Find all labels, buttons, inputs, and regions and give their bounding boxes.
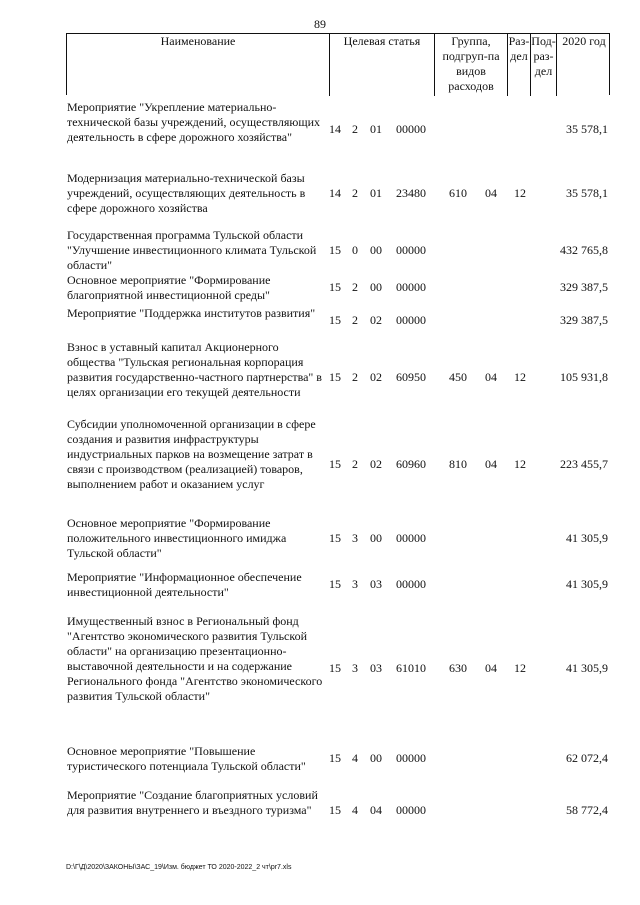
target-direction: 00000: [396, 531, 426, 545]
header-section: Раз-дел: [507, 34, 530, 96]
target-event: 00: [370, 751, 382, 765]
target-direction: 00000: [396, 313, 426, 327]
amount-2020: 58 772,4: [566, 803, 608, 817]
row-name: Мероприятие "Укрепление материально-технической базы учреждений, осуществляющих деятельность в сфере дорожного хозяйства": [67, 100, 321, 144]
target-subprogram: 2: [352, 457, 358, 471]
amount-2020: 35 578,1: [566, 122, 608, 136]
section-code: 04: [485, 186, 497, 200]
amount-2020: 41 305,9: [566, 531, 608, 545]
target-program: 15: [329, 803, 341, 817]
target-subprogram: 4: [352, 803, 358, 817]
target-subprogram: 4: [352, 751, 358, 765]
header-target-article: Целевая статья: [329, 34, 434, 96]
amount-2020: 432 765,8: [560, 243, 608, 257]
header-subsection: Под-раз-дел: [530, 34, 556, 96]
target-program: 14: [329, 186, 341, 200]
target-event: 03: [370, 577, 382, 591]
table-row: [0, 570, 640, 600]
amount-2020: 223 455,7: [560, 457, 608, 471]
header-name: Наименование: [160, 34, 236, 48]
table-row: [0, 788, 640, 833]
target-event: 02: [370, 370, 382, 384]
row-name: Субсидии уполномоченной организации в сфере создания и развития инфраструктуры индустриальных парков на возмещение затрат в связи с производством (реализацией) товаров, выполнением работ и оказанием услуг: [67, 417, 316, 491]
section-code: 04: [485, 457, 497, 471]
target-event: 00: [370, 243, 382, 257]
target-program: 15: [329, 280, 341, 294]
target-event: 01: [370, 122, 382, 136]
target-event: 02: [370, 457, 382, 471]
section-code: 04: [485, 370, 497, 384]
expense-group: 610: [449, 186, 467, 200]
target-subprogram: 3: [352, 661, 358, 675]
target-program: 14: [329, 122, 341, 136]
target-subprogram: 0: [352, 243, 358, 257]
target-event: 02: [370, 313, 382, 327]
target-subprogram: 2: [352, 370, 358, 384]
target-program: 15: [329, 577, 341, 591]
target-program: 15: [329, 751, 341, 765]
target-program: 15: [329, 531, 341, 545]
expense-group: 810: [449, 457, 467, 471]
row-name: Мероприятие "Создание благоприятных условий для развития внутреннего и въездного туризма": [67, 788, 318, 817]
target-direction: 61010: [396, 661, 426, 675]
target-event: 01: [370, 186, 382, 200]
table-header: [66, 33, 610, 95]
amount-2020: 329 387,5: [560, 313, 608, 327]
target-direction: 00000: [396, 577, 426, 591]
target-event: 00: [370, 531, 382, 545]
subsection-code: 12: [514, 186, 526, 200]
target-program: 15: [329, 661, 341, 675]
table-row: [0, 228, 640, 273]
subsection-code: 12: [514, 370, 526, 384]
row-name: Основное мероприятие "Формирование благоприятной инвестиционной среды": [67, 273, 271, 302]
row-name: Взнос в уставный капитал Акционерного общества "Тульская региональная корпорация развития государственно-частного партнерства" в целях организации его текущей деятельности: [67, 340, 322, 399]
target-subprogram: 2: [352, 122, 358, 136]
target-event: 00: [370, 280, 382, 294]
target-event: 04: [370, 803, 382, 817]
table-row: [0, 171, 640, 216]
section-code: 04: [485, 661, 497, 675]
amount-2020: 105 931,8: [560, 370, 608, 384]
subsection-code: 12: [514, 661, 526, 675]
table-row: [0, 614, 640, 724]
target-program: 15: [329, 313, 341, 327]
target-direction: 00000: [396, 751, 426, 765]
table-row: [0, 100, 640, 160]
row-name: Основное мероприятие "Формирование положительного инвестиционного имиджа Тульской области": [67, 516, 287, 560]
table-row: [0, 744, 640, 774]
amount-2020: 35 578,1: [566, 186, 608, 200]
target-direction: 00000: [396, 803, 426, 817]
amount-2020: 62 072,4: [566, 751, 608, 765]
table-row: [0, 340, 640, 415]
file-path: D:\Г\Д\2020\ЗАКОНЫ\ЗАС_19\Изм. бюджет ТО 2020-2022_2 чт\pr7.xls: [66, 864, 292, 871]
table-row: [0, 417, 640, 512]
expense-group: 450: [449, 370, 467, 384]
amount-2020: 329 387,5: [560, 280, 608, 294]
target-program: 15: [329, 457, 341, 471]
row-name: Имущественный взнос в Региональный фонд "Агентство экономического развития Тульской области" на организацию презентационно-выставочной деятельности и на содержание Регионального фонда "Агентство экономического развития Тульской области": [67, 614, 323, 703]
target-subprogram: 3: [352, 531, 358, 545]
row-name: Основное мероприятие "Повышение туристического потенциала Тульской области": [67, 744, 306, 773]
target-subprogram: 2: [352, 280, 358, 294]
target-event: 03: [370, 661, 382, 675]
expense-group: 630: [449, 661, 467, 675]
target-program: 15: [329, 243, 341, 257]
page-number: 89: [314, 17, 326, 31]
header-group: Группа, подгруп-па видов расходов: [434, 34, 507, 96]
row-name: Модернизация материально-технической базы учреждений, осуществляющих деятельность в сфере дорожного хозяйства: [67, 171, 306, 215]
row-name: Государственная программа Тульской области "Улучшение инвестиционного климата Тульской области": [67, 228, 317, 272]
target-direction: 60950: [396, 370, 426, 384]
target-direction: 00000: [396, 243, 426, 257]
target-direction: 23480: [396, 186, 426, 200]
target-subprogram: 2: [352, 186, 358, 200]
target-direction: 00000: [396, 122, 426, 136]
row-name: Мероприятие "Поддержка институтов развития": [67, 306, 316, 320]
amount-2020: 41 305,9: [566, 577, 608, 591]
target-subprogram: 3: [352, 577, 358, 591]
target-direction: 00000: [396, 280, 426, 294]
header-year: 2020 год: [556, 34, 611, 96]
target-program: 15: [329, 370, 341, 384]
subsection-code: 12: [514, 457, 526, 471]
target-direction: 60960: [396, 457, 426, 471]
table-row: [0, 306, 640, 336]
target-subprogram: 2: [352, 313, 358, 327]
table-row: [0, 273, 640, 303]
table-row: [0, 516, 640, 561]
amount-2020: 41 305,9: [566, 661, 608, 675]
row-name: Мероприятие "Информационное обеспечение инвестиционной деятельности": [67, 570, 302, 599]
